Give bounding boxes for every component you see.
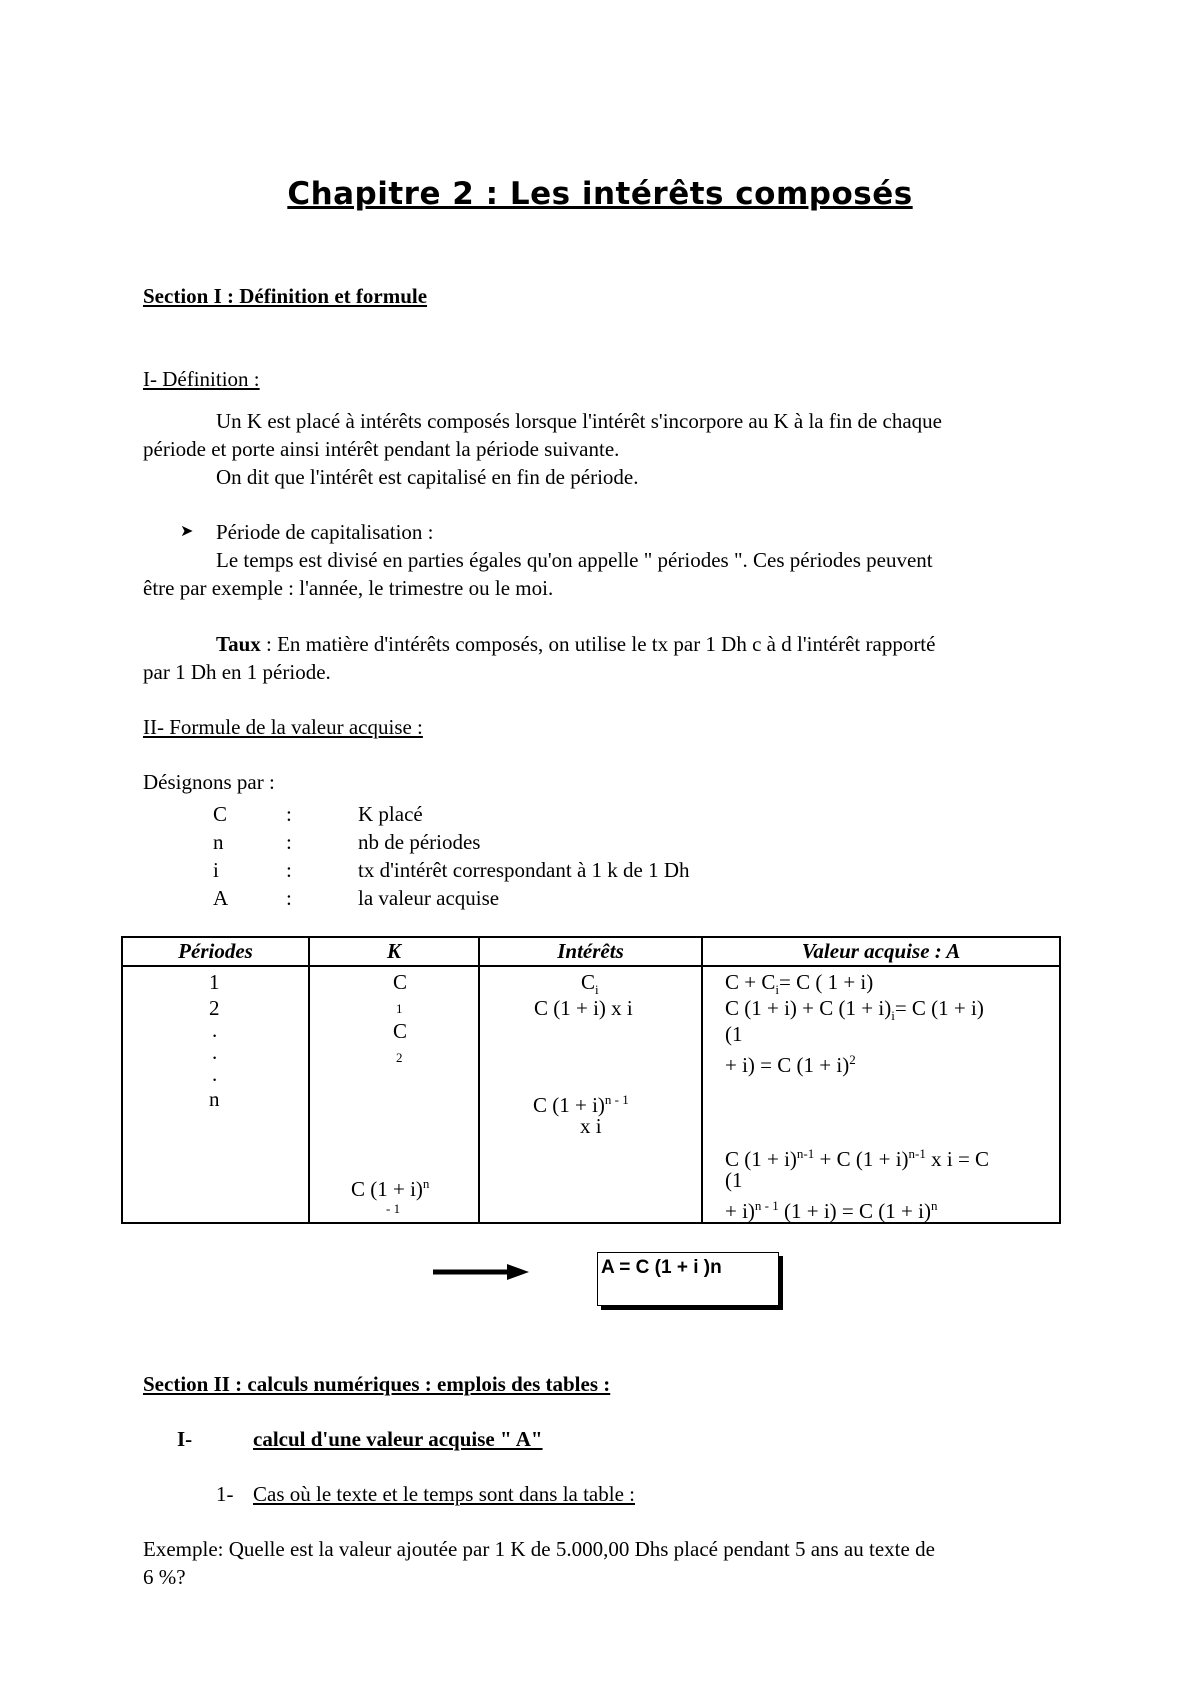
period-cell: . [212,1018,218,1042]
case1-number: 1- [216,1482,234,1506]
definition-row: n : nb de périodes [213,830,481,854]
interet-cell: x i [580,1114,602,1138]
period-cell: . [212,1040,218,1064]
interet-cell: $C_i$ [581,970,599,998]
formula-box [597,1252,779,1306]
case1-title: Cas où le texte et le temps sont dans la table : [253,1482,635,1506]
valeur-cell: + i) = C $(1 + i)^2$ [725,1052,856,1077]
valeur-cell: C $(1 + i)^{n-1} + C$ $(1 + i)^{n-1}$ x i = C [725,1146,990,1171]
taux-label: Taux [216,632,261,656]
k-cell-sub: 2 [396,1050,403,1065]
example-line1: Exemple: Quelle est la valeur ajoutée par 1 K de 5.000,00 Dhs placé pendant 5 ans au texte de [143,1537,935,1561]
k-cell: C [393,1019,408,1043]
subsection1-title: calcul d'une valeur acquise " A" [253,1427,543,1451]
definition-row: A : la valeur acquise [213,886,500,910]
symbol-definitions [213,800,813,912]
header-k: K [386,939,401,963]
taux-text: : En matière d'intérêts composés, on utilise le tx par 1 Dh c à d l'intérêt rapporté [260,632,936,656]
section1-heading: Section I : Définition et formule [143,284,428,308]
formula-text: A = C (1 + i )n [601,1257,722,1278]
definition-line1: Un K est placé à intérêts composés lorsque l'intérêt s'incorpore au K à la fin de chaque [216,409,942,433]
arrow-bullet-icon: ➤ [180,523,194,540]
taux-line1 [216,630,935,658]
k-cell-n: C $(1 + i)^n$ [351,1176,430,1201]
definition-line3: On dit que l'intérêt est capitalisé en fin de période. [216,465,639,489]
header-periodes: Périodes [178,939,253,963]
valeur-cell: (1 [725,1168,743,1192]
header-interets: Intérêts [557,939,624,963]
period-cell: n [209,1087,220,1111]
page-title: Chapitre 2 : Les intérêts composés [287,176,913,212]
capitalisation-line1: Le temps est divisé en parties égales qu'on appelle " périodes ". Ces périodes peuvent [216,548,933,572]
formule-heading: II- Formule de la valeur acquise : [143,715,423,739]
period-cell: 1 [209,970,220,994]
valeur-cell: C (1 + i) + C $(1 + i)_i= C$ (1 + i) [725,996,984,1024]
definition-heading: I- Définition : [143,367,260,391]
k-cell-sub: 1 [396,1001,403,1016]
designons-label: Désignons par : [143,770,275,794]
definition-row: C : K placé [213,802,423,826]
k-cell-n-sub: - 1 [386,1201,401,1216]
valeur-cell: $C + C_i= C$ ( 1 + i) [725,970,874,998]
interet-cell: C (1 + i) x i [534,996,633,1020]
interest-table [121,936,1061,1224]
period-cell: 2 [209,996,220,1020]
definition-row: i : tx d'intérêt correspondant à 1 k de 1 Dh [213,858,690,882]
capitalisation-heading: Période de capitalisation : [216,520,434,544]
valeur-cell: + i)$^{n - 1}$ (1 + i) = C $(1 + i)^n$ [725,1198,938,1223]
example-line2: 6 %? [143,1565,186,1589]
capitalisation-line2: être par exemple : l'année, le trimestre ou le moi. [143,576,554,600]
interet-cell: C $(1 + i)^{n - 1}$ [533,1092,629,1117]
period-cell: . [212,1062,218,1086]
section2-heading: Section II : calculs numériques : emplois des tables : [143,1372,611,1396]
valeur-cell: (1 [725,1022,743,1046]
subsection1-number: I- [177,1427,193,1451]
header-valeur-acquise: Valeur acquise : A [801,939,961,963]
definition-line2: période et porte ainsi intérêt pendant la période suivante. [143,437,620,461]
right-arrow-icon [433,1262,529,1282]
k-cell: C [393,970,408,994]
taux-line2: par 1 Dh en 1 période. [143,660,331,684]
